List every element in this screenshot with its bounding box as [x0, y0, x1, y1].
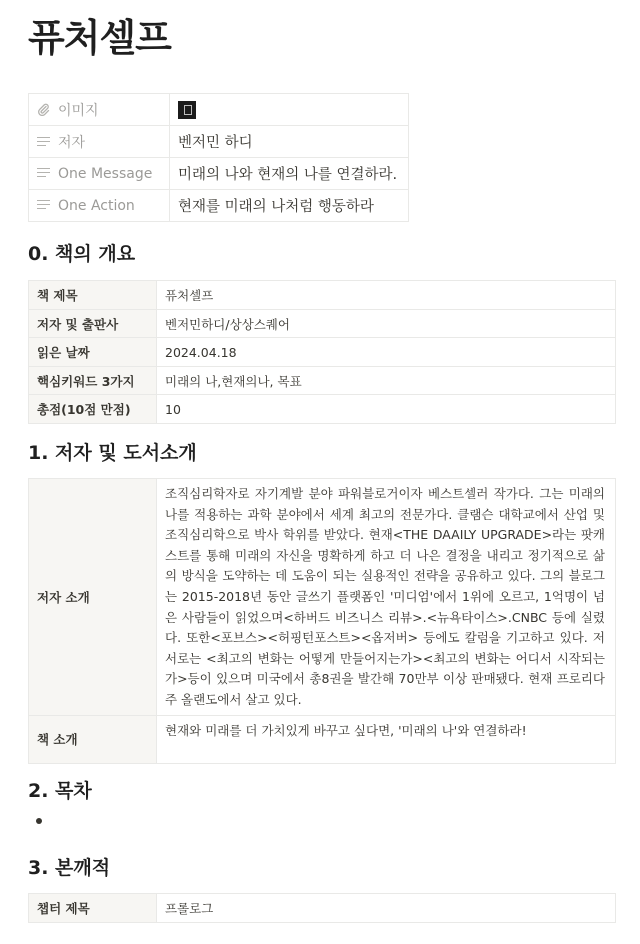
property-value[interactable]: 미래의 나와 현재의 나를 연결하라. — [170, 158, 409, 190]
section-heading-notes: 3. 본깨적 — [28, 857, 111, 879]
row-label: 저자 소개 — [29, 479, 157, 716]
row-label: 책 제목 — [29, 281, 157, 310]
property-key — [29, 94, 170, 126]
row-label: 읽은 날짜 — [29, 338, 157, 367]
property-row-image[interactable] — [29, 94, 409, 126]
table-row — [29, 281, 616, 310]
property-key — [29, 126, 170, 158]
overview-table — [28, 280, 616, 424]
text-lines-icon — [37, 198, 50, 211]
row-label: 총점(10점 만점) — [29, 395, 157, 424]
row-value[interactable]: 10 — [157, 395, 616, 424]
property-key-label: One Message — [58, 165, 153, 182]
page-title: 퓨처셀프 — [28, 16, 171, 60]
text-lines-icon — [37, 135, 50, 148]
table-row — [29, 715, 616, 763]
property-value[interactable] — [170, 94, 409, 126]
intro-table — [28, 478, 616, 764]
row-label: 챕터 제목 — [29, 894, 157, 923]
book-cover-thumbnail[interactable] — [178, 101, 196, 119]
property-value[interactable]: 현재를 미래의 나처럼 행동하라 — [170, 190, 409, 222]
author-intro-text[interactable]: 조직심리학자로 자기계발 분야 파워블로거이자 베스트셀러 작가다. 그는 미래의 나를 적용하는 과학 분야에서 세계 최고의 전문가다. 클램슨 대학교에서 산업 및 조직심리학으로 박사 학위를 받았다. 현재<THE DAAILY UPGRADE>라는 팟캐스트를 통해 미래의 자신을 명확하게 하고 더 나은 결정을 내리고 정기적으로 삶의 방식을 도약하는 데 도움이 되는 실용적인 전략을 공유하고 있다. 그의 블로그는 2015-2018년 동안 글쓰기 플랫폼인 '미디엄'에서 1위에 오르고, 1억명이 넘은 사람들이 읽었으며<하버드 비즈니스 리뷰>.<뉴욕타이스>.CNBC 등에 실렸다. 또한<포브스><허핑턴포스트><옵저버> 등에도 칼럼을 기고하고 있다. 저서로는 <최고의 변화는 어떻게 만들어지는가><최고의 변화는 어디서 시작되는가>등이 있으며 미국에서 총8권을 발간해 70만부 이상 판매됐다. 현재 프로리다주 올랜도에서 살고 있다. — [157, 479, 616, 716]
table-row — [29, 367, 616, 395]
table-row — [29, 894, 616, 923]
property-value[interactable]: 벤저민 하디 — [170, 126, 409, 158]
row-value[interactable]: 미래의 나,현재의나, 목표 — [157, 367, 616, 395]
table-row — [29, 338, 616, 367]
section-heading-toc: 2. 목차 — [28, 780, 92, 802]
row-value[interactable]: 벤저민하디/상상스퀘어 — [157, 310, 616, 338]
table-row — [29, 310, 616, 338]
property-key — [29, 158, 170, 190]
section-heading-overview: 0. 책의 개요 — [28, 243, 136, 265]
notes-table — [28, 893, 616, 923]
book-intro-text[interactable]: 현재와 미래를 더 가치있게 바꾸고 싶다면, '미래의 나'와 연결하라! — [157, 715, 616, 763]
row-label: 핵심키워드 3가지 — [29, 367, 157, 395]
table-row — [29, 479, 616, 716]
property-row-one-action[interactable] — [29, 190, 409, 222]
property-row-one-message[interactable] — [29, 158, 409, 190]
bullet-point[interactable] — [36, 818, 42, 824]
property-key-label: 이미지 — [58, 102, 99, 119]
property-row-author[interactable] — [29, 126, 409, 158]
row-value[interactable]: 2024.04.18 — [157, 338, 616, 367]
paperclip-icon — [37, 103, 50, 116]
row-label: 저자 및 출판사 — [29, 310, 157, 338]
row-value[interactable]: 퓨처셀프 — [157, 281, 616, 310]
property-key-label: 저자 — [58, 134, 86, 151]
section-heading-intro: 1. 저자 및 도서소개 — [28, 442, 197, 464]
text-lines-icon — [37, 166, 50, 179]
property-key — [29, 190, 170, 222]
properties-table — [28, 93, 409, 222]
row-value[interactable]: 프롤로그 — [157, 894, 616, 923]
row-label: 책 소개 — [29, 715, 157, 763]
property-key-label: One Action — [58, 197, 135, 214]
table-row — [29, 395, 616, 424]
